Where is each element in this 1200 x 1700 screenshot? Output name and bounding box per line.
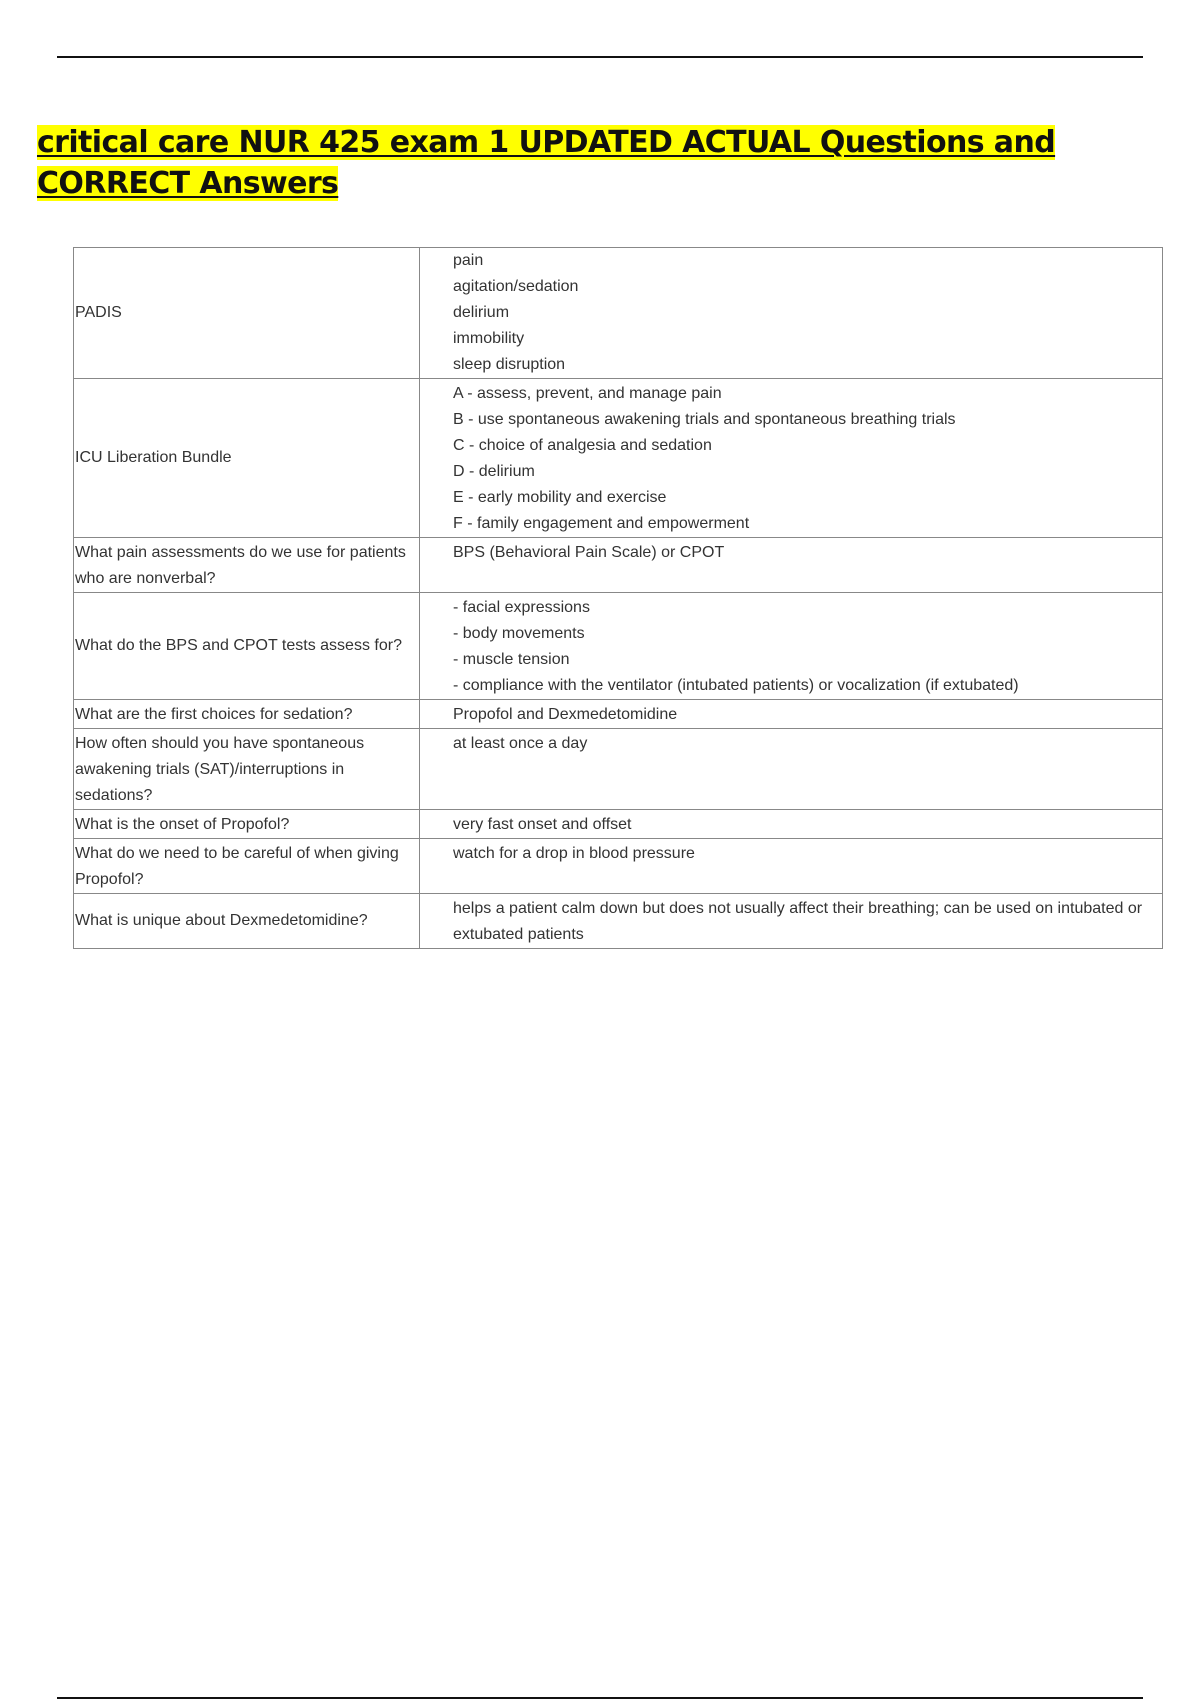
definition-line: C - choice of analgesia and sedation — [453, 437, 712, 454]
definition-line: E - early mobility and exercise — [453, 489, 667, 506]
term-cell: ICU Liberation Bundle — [74, 379, 420, 538]
table-row — [74, 593, 1163, 700]
definition-cell — [420, 538, 1163, 593]
definition-line: pain — [453, 252, 484, 269]
term-cell: What pain assessments do we use for patients who are nonverbal? — [74, 538, 420, 593]
table-row — [74, 248, 1163, 379]
title-highlight: critical care NUR 425 exam 1 UPDATED ACTUAL Questions and CORRECT Answers — [37, 125, 1056, 201]
definition-line: D - delirium — [453, 463, 535, 480]
definition-line: sleep disruption — [453, 356, 566, 373]
definition-line: at least once a day — [453, 735, 588, 752]
table-row — [74, 894, 1163, 949]
definition-cell — [420, 810, 1163, 839]
definition-line: A - assess, prevent, and manage pain — [453, 385, 722, 402]
term-cell: What is the onset of Propofol? — [74, 810, 420, 839]
document-title — [37, 122, 1167, 204]
definition-line: agitation/sedation — [453, 278, 579, 295]
definition-cell — [420, 593, 1163, 700]
definition-line: - compliance with the ventilator (intubated patients) or vocalization (if extubated) — [453, 677, 1019, 694]
definition-line: - facial expressions — [453, 599, 590, 616]
term-cell: PADIS — [74, 248, 420, 379]
table-row — [74, 700, 1163, 729]
definition-line: - body movements — [453, 625, 585, 642]
definition-line: helps a patient calm down but does not usually affect their breathing; can be used on intubated or extubated patients — [453, 900, 1143, 943]
table-row — [74, 379, 1163, 538]
footer-rule — [57, 1697, 1143, 1699]
table-row — [74, 538, 1163, 593]
definition-line: B - use spontaneous awakening trials and spontaneous breathing trials — [453, 411, 956, 428]
term-cell: How often should you have spontaneous awakening trials (SAT)/interruptions in sedations? — [74, 729, 420, 810]
definition-cell — [420, 839, 1163, 894]
definition-line: - muscle tension — [453, 651, 570, 668]
definition-line: very fast onset and offset — [453, 816, 632, 833]
table-row — [74, 839, 1163, 894]
definition-cell — [420, 894, 1163, 949]
term-cell: What is unique about Dexmedetomidine? — [74, 894, 420, 949]
definition-line: immobility — [453, 330, 525, 347]
definition-line: BPS (Behavioral Pain Scale) or CPOT — [453, 544, 725, 561]
qa-table — [73, 247, 1163, 949]
definition-line: watch for a drop in blood pressure — [453, 845, 695, 862]
definition-cell — [420, 379, 1163, 538]
table-row — [74, 810, 1163, 839]
definition-cell — [420, 729, 1163, 810]
definition-line: delirium — [453, 304, 510, 321]
term-cell: What do the BPS and CPOT tests assess for? — [74, 593, 420, 700]
term-cell: What are the first choices for sedation? — [74, 700, 420, 729]
definition-cell — [420, 700, 1163, 729]
definition-line: Propofol and Dexmedetomidine — [453, 706, 678, 723]
term-cell: What do we need to be careful of when giving Propofol? — [74, 839, 420, 894]
definition-line: F - family engagement and empowerment — [453, 515, 750, 532]
definition-cell — [420, 248, 1163, 379]
table-row — [74, 729, 1163, 810]
header-rule — [57, 56, 1143, 58]
